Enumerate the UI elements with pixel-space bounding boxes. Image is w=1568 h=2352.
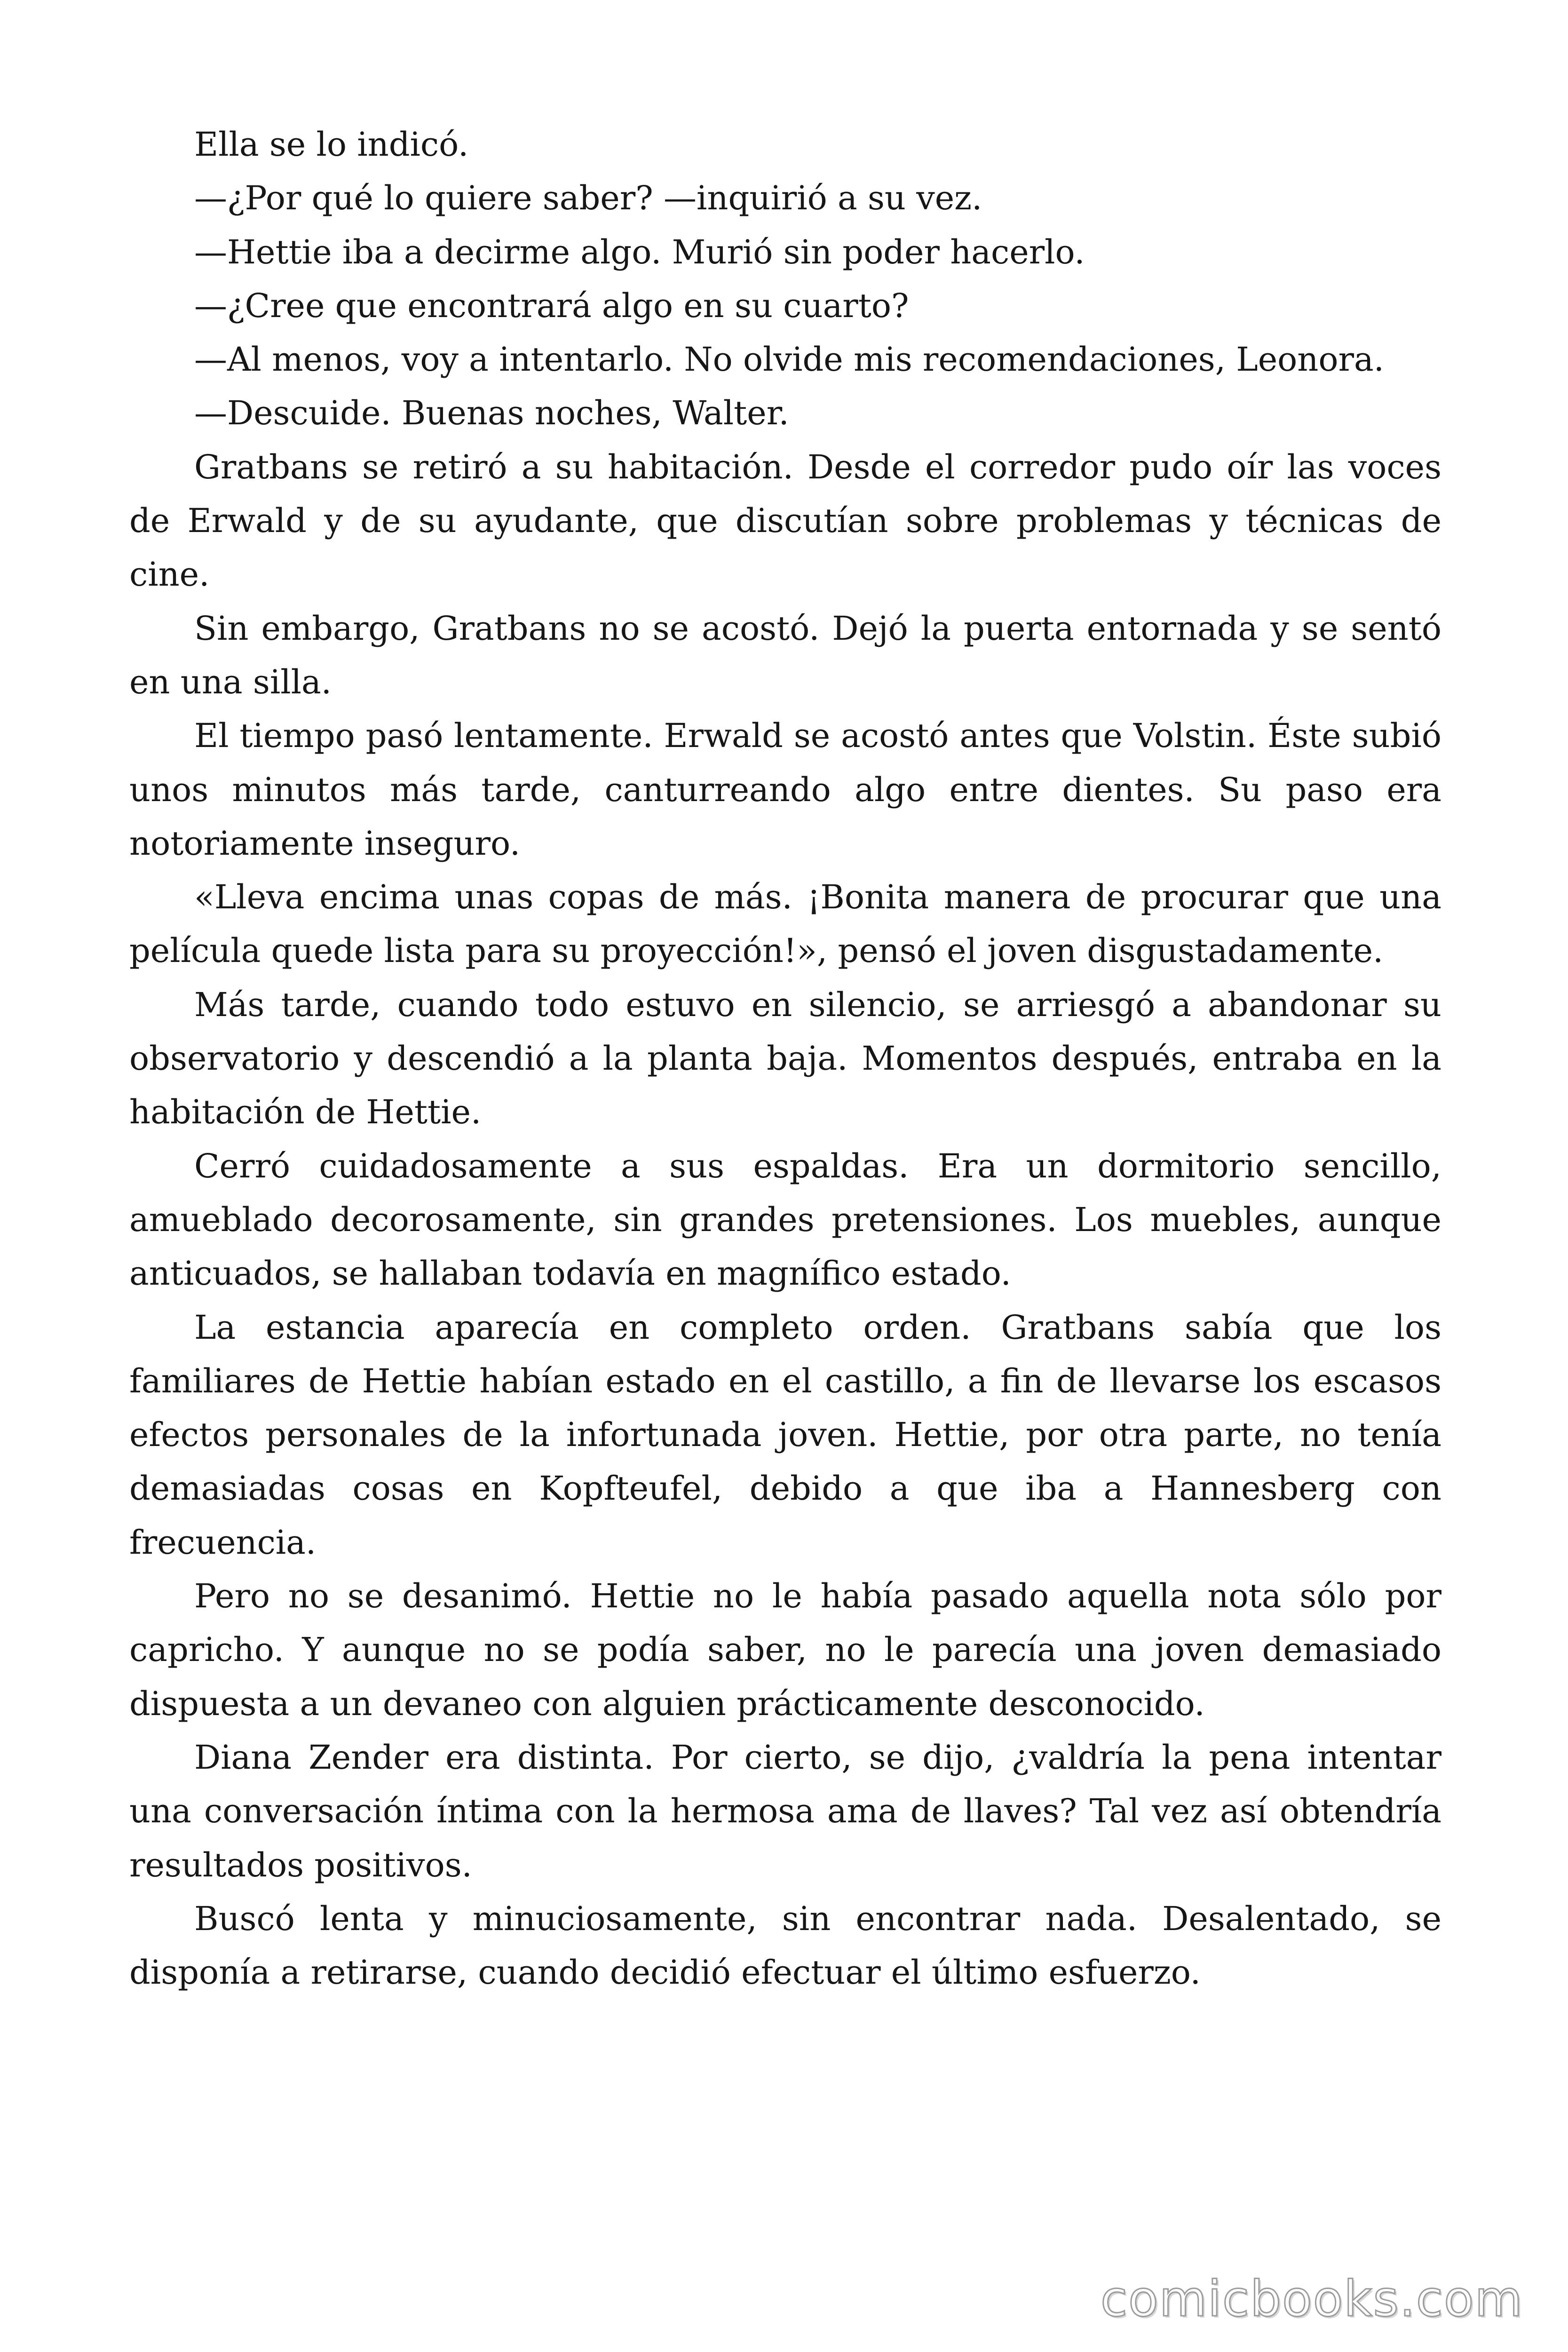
- paragraph: —¿Cree que encontrará algo en su cuarto?: [194, 286, 909, 325]
- paragraph: —¿Por qué lo quiere saber? —inquirió a su vez.: [194, 179, 982, 218]
- paragraph: Sin embargo, Gratbans no se acostó. Dejó la puerta entornada y se sentó en una silla.: [129, 609, 1441, 701]
- paragraph: Gratbans se retiró a su habitación. Desde el corredor pudo oír las voces de Erwald y de su ayudante, que discutían sobre problemas y técnicas de cine.: [129, 447, 1441, 594]
- paragraph: El tiempo pasó lentamente. Erwald se acostó antes que Volstin. Éste subió unos minutos más tarde, canturreando algo entre dientes. Su paso era notoriamente inseguro.: [129, 716, 1441, 863]
- paragraph: —Descuide. Buenas noches, Walter.: [194, 394, 789, 433]
- paragraph: Más tarde, cuando todo estuvo en silencio, se arriesgó a abandonar su observatorio y descendió a la planta baja. Momentos después, entraba en la habitación de Hettie.: [129, 985, 1441, 1132]
- paragraph: La estancia aparecía en completo orden. Gratbans sabía que los familiares de Hettie habían estado en el castillo, a fin de llevarse los escasos efectos personales de la infortunada joven. Hettie, por otra parte, no tenía demasiadas cosas en Kopfteufel, debido a que iba a Hannesberg con frecuencia.: [129, 1308, 1441, 1562]
- paragraph: —Hettie iba a decirme algo. Murió sin poder hacerlo.: [194, 232, 1085, 271]
- paragraph: Buscó lenta y minuciosamente, sin encontrar nada. Desalentado, se disponía a retirarse, cuando decidió efectuar el último esfuerzo.: [129, 1899, 1441, 1992]
- paragraph: Cerró cuidadosamente a sus espaldas. Era un dormitorio sencillo, amueblado decorosamente, sin grandes pretensiones. Los muebles, aunque anticuados, se hallaban todavía en magnífico estado.: [129, 1146, 1441, 1293]
- paragraph: —Al menos, voy a intentarlo. No olvide mis recomendaciones, Leonora.: [194, 340, 1384, 379]
- page-body: [129, 118, 1441, 1999]
- paragraph: «Lleva encima unas copas de más. ¡Bonita manera de procurar que una película quede lista para su proyección!», pensó el joven disgustadamente.: [129, 878, 1441, 970]
- paragraph: Ella se lo indicó.: [194, 125, 469, 164]
- watermark: comicbooks.com: [1100, 2270, 1523, 2328]
- paragraph: Diana Zender era distinta. Por cierto, se dijo, ¿valdría la pena intentar una conversación íntima con la hermosa ama de llaves? Tal vez así obtendría resultados positivos.: [129, 1738, 1441, 1884]
- paragraph: Pero no se desanimó. Hettie no le había pasado aquella nota sólo por capricho. Y aunque no se podía saber, no le parecía una joven demasiado dispuesta a un devaneo con alguien prácticamente desconocido.: [129, 1577, 1441, 1723]
